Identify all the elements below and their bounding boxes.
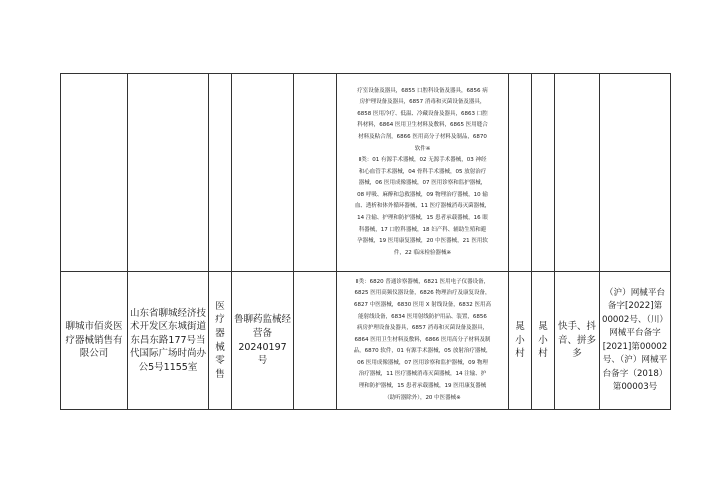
scope-line: 治疗器械，11 医疗器械消毒灭菌器械，14 注输、护 <box>358 371 487 378</box>
scope-line: 08 呼吸、麻醉和急救器械，09 物理治疗器械，10 输 <box>357 191 488 198</box>
scope-cell <box>337 272 509 410</box>
scope-line: 血、透析和体外循环器械，11 医疗器械消毒灭菌器械， <box>354 203 491 210</box>
operator-cell <box>532 74 555 272</box>
scope-line: 品，6870 软件，01 有源手术器械，05 放射治疗器械， <box>353 348 492 355</box>
scope-line: 科器械，17 口腔科器械，18 妇产科、辅助生殖和避 <box>358 226 487 233</box>
scope-line: 理和防护器械，15 患者承载器械，19 医用康复器械 <box>358 383 487 390</box>
scope-line: 件，22 临床检验器械※ <box>393 249 452 256</box>
blank-cell <box>294 272 337 410</box>
responsible-person: 晁小村 <box>509 272 532 410</box>
table-row <box>61 272 671 410</box>
operator-name: 晁小村 <box>532 272 555 410</box>
scope-line: 病房护理设备及器具，6857 消毒和灭菌设备及器具， <box>356 325 489 332</box>
filing-cell <box>600 74 671 272</box>
platform-cell <box>555 74 600 272</box>
company-name: 聊城市佰炎医疗器械销售有限公司 <box>61 272 128 410</box>
platform-names: 快手、抖音、拼多多 <box>555 272 600 410</box>
scope-line: 材料及粘合剂，6866 医用高分子材料及制品，6870 <box>358 133 487 140</box>
scope-line: 孕器械，19 医用康复器械，20 中医器械，21 医用软 <box>357 238 488 245</box>
scope-line: Ⅱ类：6820 普通诊察器械，6821 医用电子仪器设备， <box>355 278 490 285</box>
blank-cell <box>294 74 337 272</box>
license-number: 鲁聊药监械经营备20240197号 <box>232 272 294 410</box>
table-row <box>61 74 671 272</box>
scope-line: 06 医用成像器械，07 医用诊察和监护器械，09 物理 <box>357 359 488 366</box>
scope-line: 房护理设备及器具，6857 消毒和灭菌设备及器具， <box>359 99 486 106</box>
business-type-cell <box>209 74 232 272</box>
scope-line: （助听器除外），20 中医器械※ <box>384 394 461 401</box>
records-table <box>60 73 671 410</box>
scope-line: 软件※ <box>414 145 431 152</box>
scope-text <box>340 86 505 260</box>
scope-line: 14 注输、护理和防护器械，15 患者承载器械，16 眼 <box>357 215 488 222</box>
scope-line: 能射线设备，6834 医用射线防护用品、装置，6856 <box>358 313 487 320</box>
address-cell <box>128 74 209 272</box>
scope-line: 疗室设备及器具，6855 口腔科设备及器具，6856 病 <box>357 87 488 94</box>
scope-line: 6825 医用高频仪器设备，6826 物理治疗及康复设备， <box>354 290 491 297</box>
person-cell <box>509 74 532 272</box>
company-address: 山东省聊城经济技术开发区东城街道东昌东路177号当代国际广场时尚办公5号1155室 <box>128 272 209 410</box>
license-cell <box>232 74 294 272</box>
scope-line: 6864 医用卫生材料及敷料，6866 医用高分子材料及制 <box>354 336 491 343</box>
company-cell <box>61 74 128 272</box>
scope-line: 6858 医用冷疗、低温、冷藏设备及器具，6863 口腔 <box>357 110 488 117</box>
scope-text <box>340 277 505 405</box>
filing-numbers: （沪）网械平台备字[2022]第00002号、（川）网械平台备字[2021]第00002号、（沪）网械平台备字（2018）第00003号 <box>600 272 671 410</box>
scope-line: 6827 中医器械，6830 医用 X 射线设备，6832 医用高 <box>353 301 491 308</box>
scope-cell <box>337 74 509 272</box>
scope-line: 器械，06 医用成像器械，07 医用诊察和监护器械， <box>358 180 487 187</box>
scope-line: Ⅱ类：01 有源手术器械，02 无源手术器械，03 神经 <box>358 157 487 164</box>
scope-line: 科材料，6864 医用卫生材料及敷料，6865 医用缝合 <box>357 122 488 129</box>
business-type: 医疗器械零售 <box>209 272 232 410</box>
scope-line: 和心血管手术器械，04 骨科手术器械，05 放射治疗 <box>358 168 487 175</box>
